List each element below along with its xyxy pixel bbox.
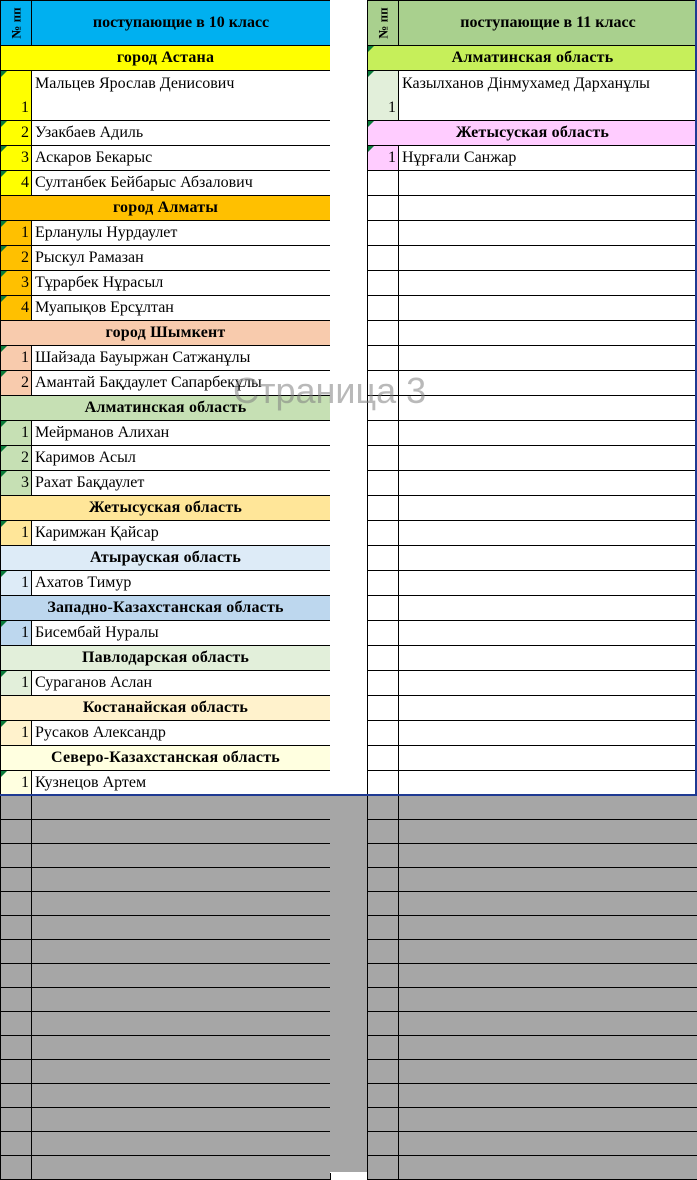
- empty-cell: [399, 471, 697, 496]
- empty-cell: [399, 246, 697, 271]
- page-watermark: Страница 3: [233, 370, 426, 412]
- row-number: 2: [1, 121, 32, 146]
- student-name: Рахат Бақдаулет: [32, 471, 331, 496]
- gray-row: [1, 1036, 331, 1060]
- region-label: город Алматы: [1, 196, 331, 221]
- student-name: Мальцев Ярослав Денисович: [32, 71, 331, 121]
- gray-row: [368, 796, 697, 820]
- table-row[interactable]: [1, 271, 331, 296]
- gray-cell: [1, 940, 32, 964]
- student-name: Ахатов Тимур: [32, 571, 331, 596]
- student-name: Каримов Асыл: [32, 446, 331, 471]
- gray-row: [1, 820, 331, 844]
- gray-row: [368, 892, 697, 916]
- student-name: Аскаров Бекарыс: [32, 146, 331, 171]
- empty-cell: [399, 571, 697, 596]
- student-name: Ерланулы Нурдаулет: [32, 221, 331, 246]
- row-number: 1: [1, 621, 32, 646]
- gray-cell: [368, 1036, 399, 1060]
- empty-row: [368, 521, 697, 546]
- empty-cell: [399, 271, 697, 296]
- row-number: 1: [368, 146, 399, 171]
- gray-row: [1, 940, 331, 964]
- empty-cell: [399, 446, 697, 471]
- gray-row: [368, 1132, 697, 1156]
- empty-cell: [399, 521, 697, 546]
- table-row[interactable]: [1, 246, 331, 271]
- table-row[interactable]: [1, 296, 331, 321]
- gray-cell: [32, 868, 331, 892]
- region-row: [1, 496, 331, 521]
- empty-cell: [368, 171, 399, 196]
- region-row: [1, 196, 331, 221]
- row-number: 2: [1, 371, 32, 396]
- gray-cell: [32, 796, 331, 820]
- gray-cell: [368, 1060, 399, 1084]
- gray-cell: [399, 940, 697, 964]
- table-row[interactable]: [368, 71, 697, 121]
- gray-cell: [399, 988, 697, 1012]
- gray-cell: [1, 1012, 32, 1036]
- row-number: 3: [1, 271, 32, 296]
- gray-cell: [399, 1156, 697, 1180]
- gray-row: [368, 964, 697, 988]
- gray-cell: [368, 868, 399, 892]
- student-name: Казылханов Дінмухамед Дарханұлы: [399, 71, 697, 121]
- empty-row: [368, 771, 697, 796]
- gray-row: [1, 796, 331, 820]
- gray-row: [1, 1084, 331, 1108]
- row-number: 1: [1, 721, 32, 746]
- table-row[interactable]: [1, 346, 331, 371]
- gray-cell: [399, 1036, 697, 1060]
- table-row[interactable]: [1, 121, 331, 146]
- gray-cell: [399, 796, 697, 820]
- table-row[interactable]: [1, 521, 331, 546]
- gray-cell: [1, 964, 32, 988]
- student-name: Султанбек Бейбарыс Абзалович: [32, 171, 331, 196]
- empty-cell: [368, 271, 399, 296]
- table-row[interactable]: [1, 571, 331, 596]
- empty-cell: [368, 221, 399, 246]
- student-name: Каримжан Қайсар: [32, 521, 331, 546]
- region-label: Алматинская область: [368, 46, 697, 71]
- empty-row: [368, 171, 697, 196]
- empty-cell: [399, 746, 697, 771]
- empty-row: [368, 546, 697, 571]
- student-name: Рыскул Рамазан: [32, 246, 331, 271]
- region-label: Костанайская область: [1, 696, 331, 721]
- header-row: [368, 1, 697, 46]
- gray-cell: [399, 892, 697, 916]
- empty-row: [368, 321, 697, 346]
- gray-cell: [368, 964, 399, 988]
- region-row: [1, 321, 331, 346]
- empty-cell: [399, 646, 697, 671]
- gray-cell: [32, 1156, 331, 1180]
- table-row[interactable]: [1, 171, 331, 196]
- empty-row: [368, 371, 697, 396]
- gray-cell: [1, 1108, 32, 1132]
- table-grade-10: [0, 0, 331, 1180]
- region-row: [1, 746, 331, 771]
- gray-row: [1, 844, 331, 868]
- empty-cell: [368, 546, 399, 571]
- region-row: [1, 646, 331, 671]
- gray-cell: [1, 892, 32, 916]
- gray-cell: [399, 1132, 697, 1156]
- gray-cell: [368, 796, 399, 820]
- gray-row: [368, 1036, 697, 1060]
- separator-gray: [330, 795, 367, 1172]
- table-row[interactable]: [368, 146, 697, 171]
- empty-cell: [399, 221, 697, 246]
- empty-row: [368, 396, 697, 421]
- region-label: Западно-Казахстанская область: [1, 596, 331, 621]
- table-row[interactable]: [1, 471, 331, 496]
- empty-cell: [368, 596, 399, 621]
- empty-row: [368, 671, 697, 696]
- row-number: 1: [368, 71, 399, 121]
- table-row[interactable]: [1, 671, 331, 696]
- table-row[interactable]: [1, 421, 331, 446]
- region-label: Северо-Казахстанская область: [1, 746, 331, 771]
- empty-row: [368, 421, 697, 446]
- gray-cell: [368, 1156, 399, 1180]
- gray-cell: [399, 964, 697, 988]
- gray-cell: [399, 1060, 697, 1084]
- gray-row: [1, 1108, 331, 1132]
- gray-cell: [399, 1084, 697, 1108]
- empty-row: [368, 696, 697, 721]
- gray-row: [368, 988, 697, 1012]
- student-name: Шайзада Бауыржан Сатжанұлы: [32, 346, 331, 371]
- empty-cell: [399, 696, 697, 721]
- gray-cell: [1, 1156, 32, 1180]
- empty-cell: [368, 571, 399, 596]
- table-row[interactable]: [1, 721, 331, 746]
- gray-row: [1, 892, 331, 916]
- student-name: Нұрғали Санжар: [399, 146, 697, 171]
- gray-cell: [1, 1060, 32, 1084]
- gray-cell: [399, 844, 697, 868]
- empty-cell: [399, 196, 697, 221]
- gray-row: [368, 820, 697, 844]
- table-row[interactable]: [1, 446, 331, 471]
- region-row: [1, 696, 331, 721]
- student-name: Амантай Бақдаулет Сапарбекұлы: [32, 371, 331, 396]
- empty-row: [368, 471, 697, 496]
- region-row: [1, 46, 331, 71]
- gray-row: [1, 1012, 331, 1036]
- gray-cell: [1, 868, 32, 892]
- gray-cell: [368, 844, 399, 868]
- gray-row: [368, 868, 697, 892]
- empty-cell: [368, 521, 399, 546]
- gray-cell: [1, 988, 32, 1012]
- empty-cell: [368, 621, 399, 646]
- empty-cell: [368, 771, 399, 796]
- empty-row: [368, 246, 697, 271]
- row-number: 1: [1, 521, 32, 546]
- gray-cell: [399, 916, 697, 940]
- student-name: Бисембай Нуралы: [32, 621, 331, 646]
- empty-cell: [399, 596, 697, 621]
- region-label: Жетысуская область: [1, 496, 331, 521]
- empty-cell: [368, 721, 399, 746]
- gray-cell: [399, 1108, 697, 1132]
- gray-cell: [399, 1012, 697, 1036]
- num-header: [1, 1, 32, 46]
- gray-cell: [1, 1132, 32, 1156]
- empty-row: [368, 746, 697, 771]
- gray-row: [368, 1084, 697, 1108]
- table-row[interactable]: [1, 771, 331, 796]
- region-label: город Астана: [1, 46, 331, 71]
- student-name: Муапықов Ерсұлтан: [32, 296, 331, 321]
- gray-cell: [399, 820, 697, 844]
- row-number: 1: [1, 771, 32, 796]
- gray-cell: [1, 916, 32, 940]
- num-header-label: № пп: [372, 7, 396, 38]
- row-number: 3: [1, 471, 32, 496]
- table-row[interactable]: [1, 221, 331, 246]
- empty-cell: [399, 621, 697, 646]
- table-row[interactable]: [1, 371, 331, 396]
- gray-cell: [368, 820, 399, 844]
- gray-cell: [32, 1108, 331, 1132]
- region-row: [1, 596, 331, 621]
- gray-cell: [32, 916, 331, 940]
- column-title: поступающие в 10 класс: [32, 1, 331, 46]
- empty-cell: [399, 496, 697, 521]
- empty-cell: [368, 246, 399, 271]
- gray-cell: [368, 1084, 399, 1108]
- gray-row: [1, 916, 331, 940]
- region-label: Атырауская область: [1, 546, 331, 571]
- gray-row: [1, 988, 331, 1012]
- gray-cell: [368, 988, 399, 1012]
- empty-cell: [368, 346, 399, 371]
- empty-cell: [368, 196, 399, 221]
- empty-row: [368, 646, 697, 671]
- empty-row: [368, 346, 697, 371]
- num-header-label: № пп: [5, 7, 29, 38]
- student-name: Узакбаев Адиль: [32, 121, 331, 146]
- empty-cell: [399, 171, 697, 196]
- region-label: Жетысуская область: [368, 121, 697, 146]
- region-row: [1, 546, 331, 571]
- empty-row: [368, 446, 697, 471]
- empty-cell: [399, 546, 697, 571]
- gray-cell: [368, 940, 399, 964]
- empty-cell: [399, 421, 697, 446]
- region-row: [1, 396, 331, 421]
- empty-row: [368, 596, 697, 621]
- row-number: 2: [1, 246, 32, 271]
- row-number: 1: [1, 571, 32, 596]
- row-number: 1: [1, 671, 32, 696]
- empty-cell: [368, 396, 399, 421]
- gray-cell: [1, 820, 32, 844]
- column-title: поступающие в 11 класс: [399, 1, 697, 46]
- gray-cell: [32, 892, 331, 916]
- gray-row: [1, 1156, 331, 1180]
- region-label: город Шымкент: [1, 321, 331, 346]
- empty-cell: [368, 446, 399, 471]
- gray-cell: [368, 1132, 399, 1156]
- gray-cell: [1, 1084, 32, 1108]
- student-name: Тұрарбек Нұрасыл: [32, 271, 331, 296]
- empty-cell: [399, 721, 697, 746]
- empty-row: [368, 621, 697, 646]
- table-row[interactable]: [1, 146, 331, 171]
- empty-cell: [368, 296, 399, 321]
- gray-cell: [32, 1036, 331, 1060]
- gray-row: [1, 868, 331, 892]
- gray-cell: [368, 1108, 399, 1132]
- empty-row: [368, 271, 697, 296]
- empty-row: [368, 496, 697, 521]
- region-row: [368, 121, 697, 146]
- empty-row: [368, 196, 697, 221]
- gray-row: [368, 940, 697, 964]
- row-number: 4: [1, 171, 32, 196]
- region-label: Павлодарская область: [1, 646, 331, 671]
- gray-row: [368, 844, 697, 868]
- empty-cell: [368, 321, 399, 346]
- region-label: Алматинская область: [1, 396, 331, 421]
- row-number: 4: [1, 296, 32, 321]
- empty-cell: [368, 471, 399, 496]
- gray-cell: [32, 844, 331, 868]
- gray-row: [368, 1012, 697, 1036]
- gray-cell: [368, 1012, 399, 1036]
- header-row: [1, 1, 331, 46]
- region-row: [368, 46, 697, 71]
- empty-cell: [399, 396, 697, 421]
- row-number: 1: [1, 346, 32, 371]
- empty-row: [368, 571, 697, 596]
- empty-cell: [368, 371, 399, 396]
- empty-cell: [368, 746, 399, 771]
- gray-row: [368, 1108, 697, 1132]
- empty-cell: [368, 696, 399, 721]
- gray-row: [1, 964, 331, 988]
- gray-cell: [368, 892, 399, 916]
- gray-cell: [32, 1084, 331, 1108]
- gray-row: [368, 916, 697, 940]
- empty-cell: [368, 646, 399, 671]
- gray-cell: [1, 844, 32, 868]
- table-grade-11: [367, 0, 697, 1180]
- empty-cell: [399, 371, 697, 396]
- empty-cell: [368, 421, 399, 446]
- row-number: 3: [1, 146, 32, 171]
- empty-cell: [399, 296, 697, 321]
- gray-cell: [399, 868, 697, 892]
- table-row[interactable]: [1, 621, 331, 646]
- gray-cell: [1, 1036, 32, 1060]
- gray-row: [1, 1060, 331, 1084]
- student-name: Русаков Александр: [32, 721, 331, 746]
- gray-row: [368, 1060, 697, 1084]
- empty-cell: [399, 671, 697, 696]
- student-name: Сураганов Аслан: [32, 671, 331, 696]
- gray-cell: [32, 1060, 331, 1084]
- empty-row: [368, 221, 697, 246]
- num-header: [368, 1, 399, 46]
- empty-cell: [399, 771, 697, 796]
- gray-cell: [368, 916, 399, 940]
- row-number: 1: [1, 71, 32, 121]
- gray-cell: [32, 1132, 331, 1156]
- empty-cell: [399, 346, 697, 371]
- empty-row: [368, 296, 697, 321]
- gray-cell: [32, 940, 331, 964]
- gray-cell: [1, 796, 32, 820]
- student-name: Мейрманов Алихан: [32, 421, 331, 446]
- gray-cell: [32, 964, 331, 988]
- row-number: 1: [1, 221, 32, 246]
- row-number: 2: [1, 446, 32, 471]
- table-row[interactable]: [1, 71, 331, 121]
- gray-row: [368, 1156, 697, 1180]
- student-name: Кузнецов Артем: [32, 771, 331, 796]
- empty-cell: [368, 496, 399, 521]
- empty-row: [368, 721, 697, 746]
- empty-cell: [368, 671, 399, 696]
- gray-cell: [32, 988, 331, 1012]
- page-break-line: [0, 794, 697, 796]
- gray-cell: [32, 1012, 331, 1036]
- row-number: 1: [1, 421, 32, 446]
- empty-cell: [399, 321, 697, 346]
- gray-row: [1, 1132, 331, 1156]
- gray-cell: [32, 820, 331, 844]
